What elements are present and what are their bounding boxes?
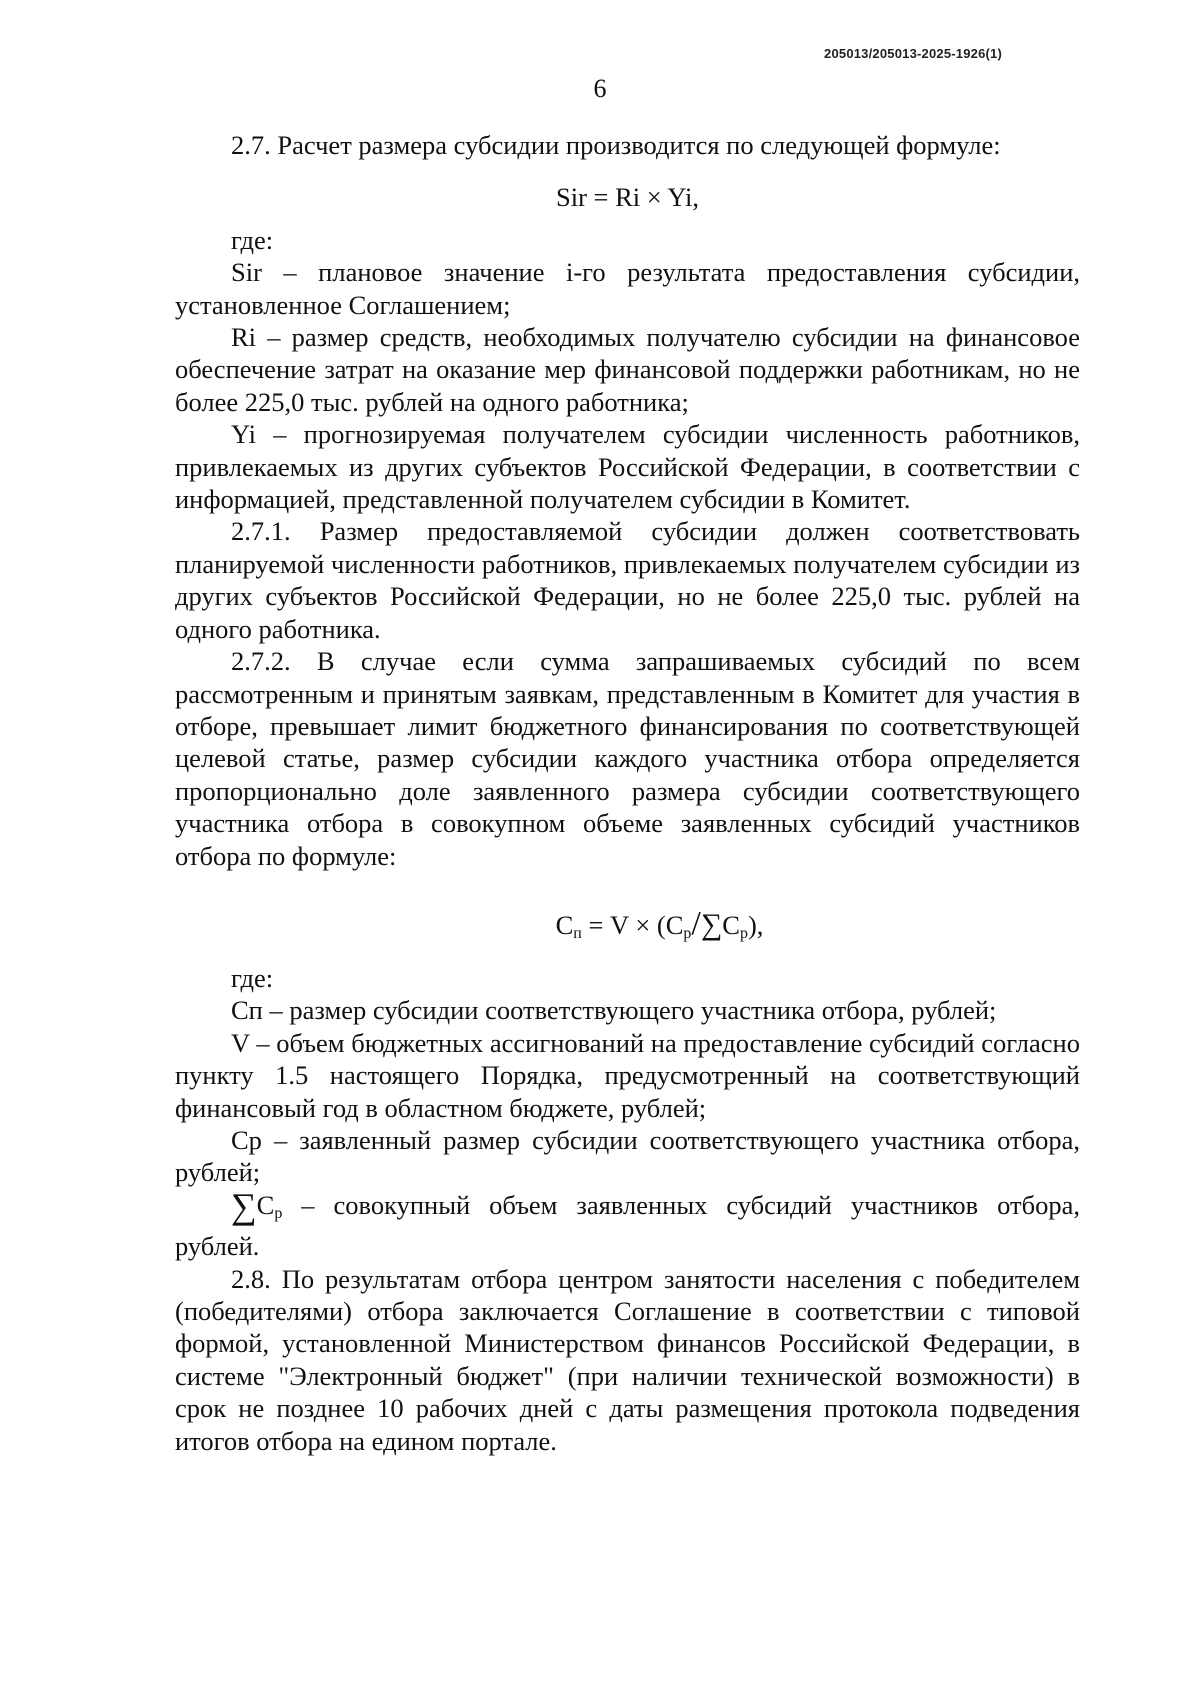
formula-c2-sub: p: [739, 924, 748, 942]
formula-subsidy: Sir = Ri × Yi,: [555, 182, 700, 213]
definition-yi: Yi – прогнозируемая получателем субсидии численность работников, привлекаемых из других субъектов Российской Федерации, в соответствии с информацией, представленной получателем субсидии в Комитет.: [175, 419, 1080, 515]
formula-slash: /: [691, 904, 701, 942]
definition-v: V – объем бюджетных ассигнований на предоставление субсидий согласно пункту 1.5 настоящего Порядка, предусмотренный на соответствующий финансовый год в областном бюджете, рублей;: [175, 1027, 1080, 1123]
sum-sigma: ∑: [231, 1185, 257, 1226]
sum-text: – совокупный объем заявленных субсидий участников отбора, рублей.: [175, 1189, 1080, 1262]
formula-sigma: ∑: [700, 907, 723, 941]
formula-proportional: [239, 904, 1080, 948]
paragraph-2-7: 2.7. Расчет размера субсидии производится по следующей формуле:: [231, 130, 1001, 160]
where-label: где:: [231, 224, 274, 255]
definition-ri: Ri – размер средств, необходимых получателю субсидии на финансовое обеспечение затрат на оказание мер финансовой поддержки работникам, но не более 225,0 тыс. рублей на одного работника;: [175, 322, 1080, 417]
definition-cp: Cр – заявленный размер субсидии соответствующего участника отбора, рублей;: [175, 1124, 1080, 1188]
formula-cn: C: [555, 909, 574, 940]
definition-sir: Sir – плановое значение i-го результата предоставления субсидии, установленное Соглашением;: [175, 257, 1080, 320]
definition-sum-cp: [175, 1185, 1080, 1263]
paragraph-2-7-2: 2.7.2. В случае если сумма запрашиваемых субсидий по всем рассмотренным и принятым заявкам, представленным в Комитет для участия в отборе, превышает лимит бюджетного финансирования по соответствующей целевой статье, размер субсидии каждого участника отбора определяется пропорционально доле заявленного размера субсидии соответствующего участника отбора в совокупном объеме заявленных субсидий участников отбора по формуле:: [175, 646, 1080, 871]
formula-eq: = V × (C: [588, 909, 684, 940]
paragraph-2-7-1: 2.7.1. Размер предоставляемой субсидии должен соответствовать планируемой численности работников, привлекаемых получателем субсидии из других субъектов Российской Федерации, но не более 225,0 тыс. рублей на одного работника.: [175, 516, 1080, 644]
document-body: [175, 129, 1080, 1457]
sum-c: C: [256, 1189, 275, 1220]
formula-c2: C: [722, 909, 740, 940]
definition-cn: Cп – размер субсидии соответствующего участника отбора, рублей;: [231, 995, 997, 1026]
document-id: 205013/205013-2025-1926(1): [824, 46, 1002, 61]
where-label-2: где:: [231, 962, 274, 993]
formula-cn-sub: п: [573, 924, 582, 942]
paragraph-2-8: 2.8. По результатам отбора центром занятости населения с победителем (победителями) отбора заключается Соглашение в соответствии с типовой формой, установленной Министерством финансов Российской Федерации, в системе "Электронный бюджет" (при наличии технической возможности) в срок не позднее 10 рабочих дней с даты размещения протокола подведения итогов отбора на едином портале.: [175, 1263, 1080, 1456]
formula-cp-sub: p: [683, 924, 692, 942]
page-number: 6: [593, 74, 607, 103]
sum-sub: р: [274, 1204, 283, 1222]
formula-tail: ),: [747, 909, 764, 940]
